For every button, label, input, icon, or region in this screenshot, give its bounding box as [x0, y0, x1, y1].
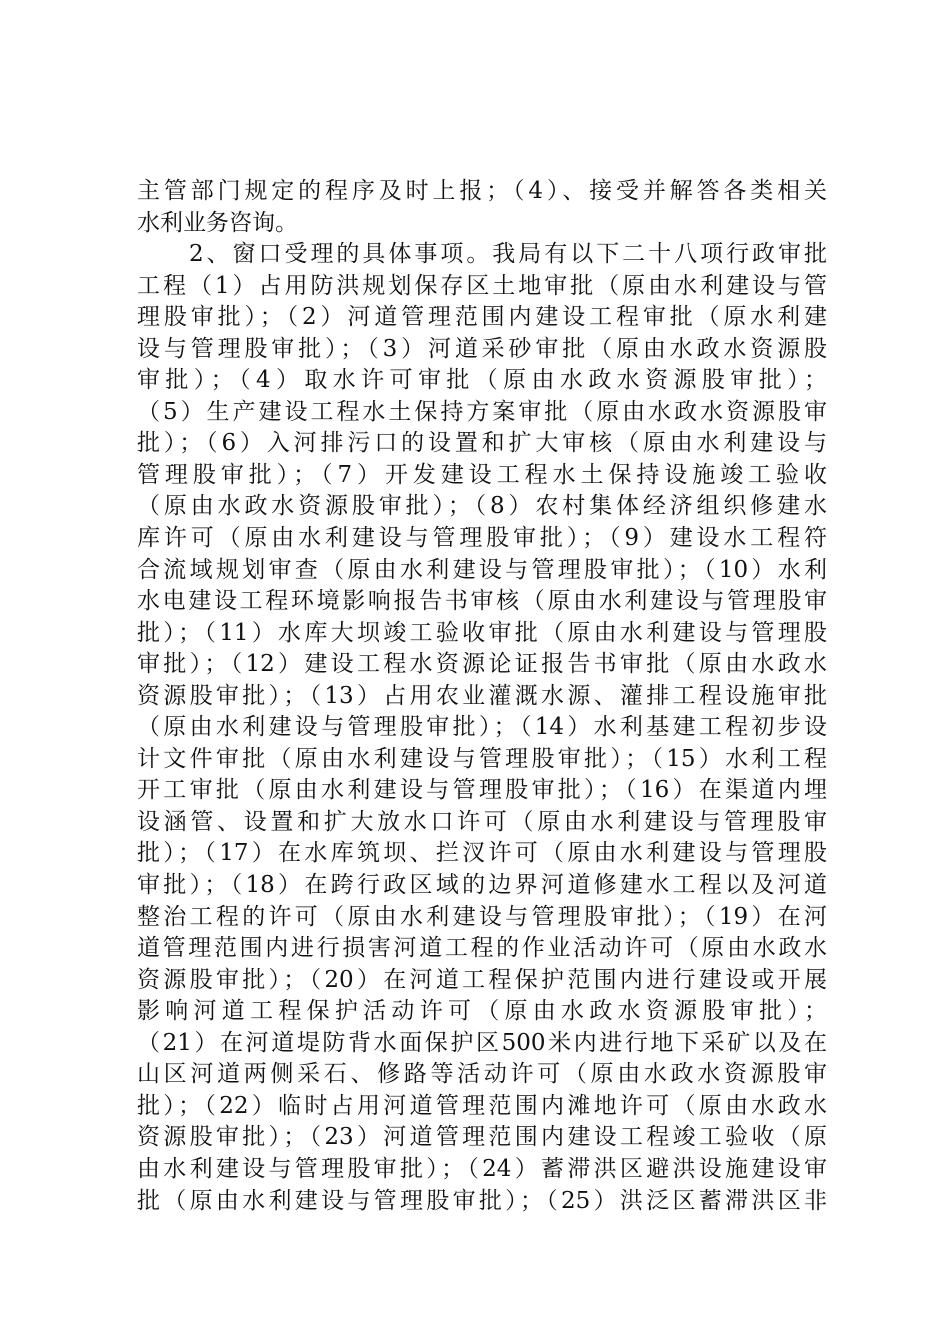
text-line: 设涵管、设置和扩大放水口许可（原由水利建设与管理股审 — [137, 808, 827, 835]
text-line: 工程（1）占用防洪规划保存区土地审批（原由水利建设与管 — [137, 272, 827, 299]
text-line: 批）；（11）水库大坝竣工验收审批（原由水利建设与管理股 — [137, 619, 827, 646]
text-line: 批）；（22）临时占用河道管理范围内滩地许可（原由水政水 — [137, 1092, 827, 1119]
text-line: 资源股审批）；（23）河道管理范围内建设工程竣工验收（原 — [137, 1124, 827, 1151]
text-line: 库许可（原由水利建设与管理股审批）；（9）建设水工程符 — [137, 525, 827, 552]
text-line: 审批）；（12）建设工程水资源论证报告书审批（原由水政水 — [137, 651, 827, 678]
text-line: 理股审批）；（2）河道管理范围内建设工程审批（原水利建 — [137, 304, 827, 331]
text-line: （原由水利建设与管理股审批）；（14）水利基建工程初步设 — [137, 714, 827, 741]
body-text — [137, 176, 827, 1217]
text-line: 主管部门规定的程序及时上报；（4）、接受并解答各类相关 — [137, 178, 827, 204]
text-line: 水电建设工程环境影响报告书审核（原由水利建设与管理股审 — [137, 588, 827, 615]
text-line: 道管理范围内进行损害河道工程的作业活动许可（原由水政水 — [137, 935, 827, 962]
text-line: 批）；（6）入河排污口的设置和扩大审核（原由水利建设与 — [137, 430, 827, 457]
text-line: 批（原由水利建设与管理股审批）；（25）洪泛区蓄滞洪区非 — [137, 1187, 827, 1214]
text-line: 由水利建设与管理股审批）；（24）蓄滞洪区避洪设施建设审 — [137, 1155, 827, 1182]
text-line: 开工审批（原由水利建设与管理股审批）；（16）在渠道内埋 — [137, 777, 827, 804]
text-line: 计文件审批（原由水利建设与管理股审批）；（15）水利工程 — [137, 745, 827, 772]
text-line: 设与管理股审批）；（3）河道采砂审批（原由水政水资源股 — [137, 335, 827, 362]
text-line: 资源股审批）；（13）占用农业灌溉水源、灌排工程设施审批 — [137, 682, 827, 709]
text-line: 2、窗口受理的具体事项。我局有以下二十八项行政审批 — [137, 241, 827, 268]
text-line: 资源股审批）；（20）在河道工程保护范围内进行建设或开展 — [137, 966, 827, 993]
text-line: 影响河道工程保护活动许可（原由水政水资源股审批）； — [137, 998, 827, 1025]
text-line: 山区河道两侧采石、修路等活动许可（原由水政水资源股审 — [137, 1061, 827, 1088]
text-line: （5）生产建设工程水土保持方案审批（原由水政水资源股审 — [137, 398, 827, 425]
text-line: 整治工程的许可（原由水利建设与管理股审批）；（19）在河 — [137, 903, 827, 930]
text-line: 审批）；（18）在跨行政区域的边界河道修建水工程以及河道 — [137, 872, 827, 899]
text-line: 水利业务咨询。 — [137, 209, 298, 236]
text-line: （原由水政水资源股审批）；（8）农村集体经济组织修建水 — [137, 493, 827, 520]
text-line: （21）在河道堤防背水面保护区500米内进行地下采矿以及在 — [137, 1029, 827, 1056]
text-line: 管理股审批）；（7）开发建设工程水土保持设施竣工验收 — [137, 461, 827, 488]
text-line: 合流域规划审查（原由水利建设与管理股审批）；（10）水利 — [137, 556, 827, 583]
text-line: 审批）；（4）取水许可审批（原由水政水资源股审批）； — [137, 367, 827, 394]
text-line: 批）；（17）在水库筑坝、拦汊许可（原由水利建设与管理股 — [137, 840, 827, 867]
